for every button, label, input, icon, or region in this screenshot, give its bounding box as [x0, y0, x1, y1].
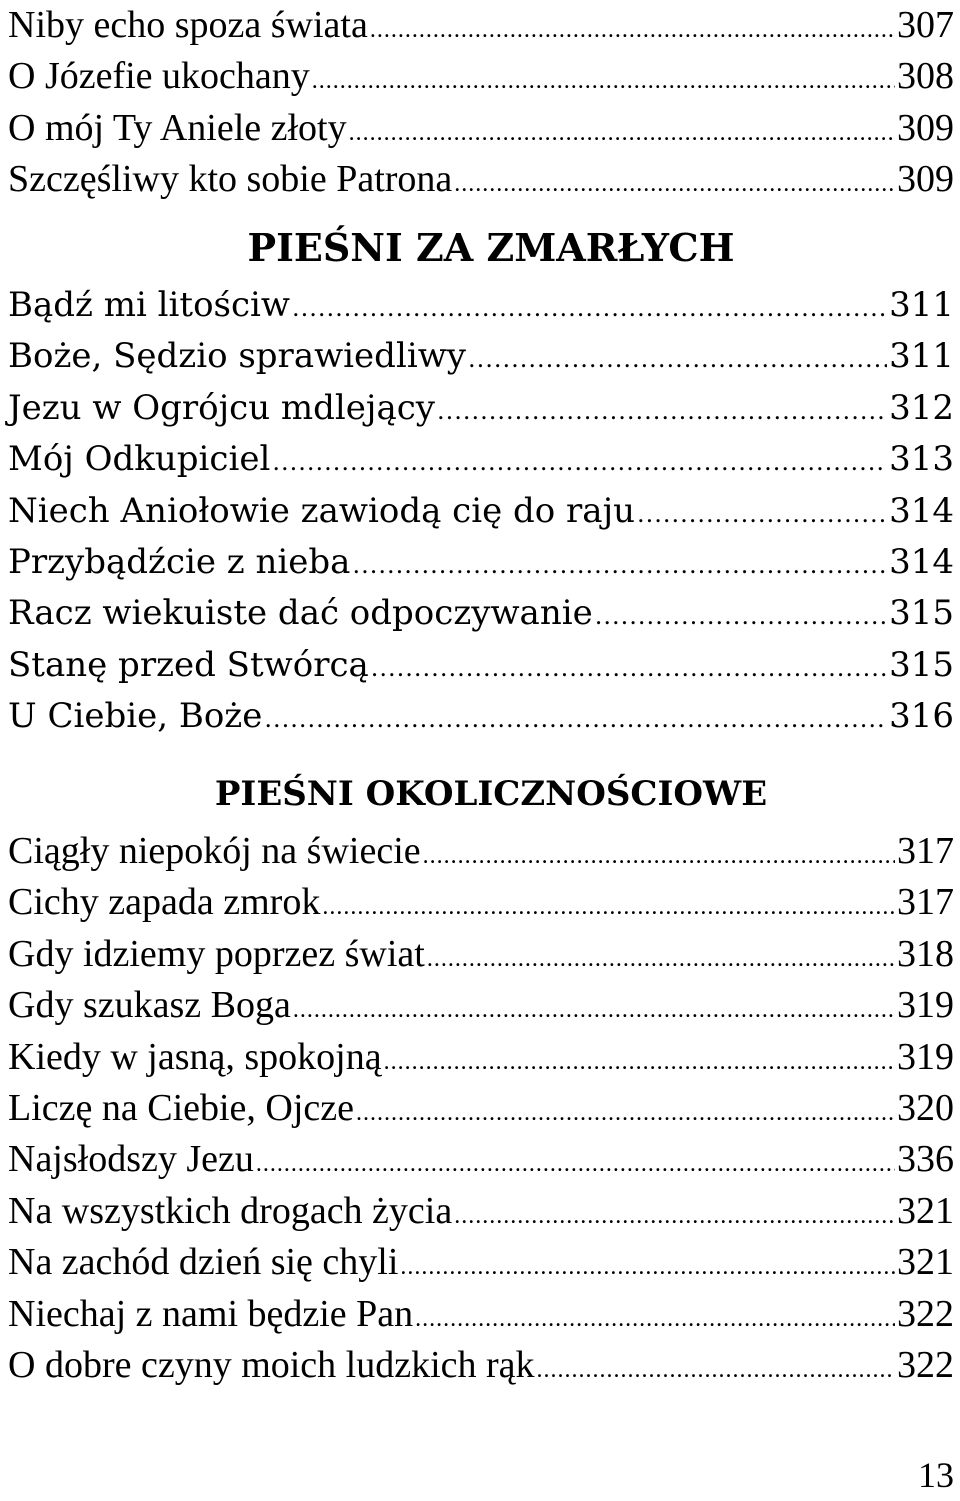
entry-page-number: 314 [889, 490, 954, 531]
dot-leader [537, 1345, 895, 1396]
dot-leader [415, 1294, 895, 1345]
dot-leader [427, 934, 895, 985]
entry-page-number: 321 [897, 1189, 954, 1232]
entry-title: Na zachód dzień się chyli [8, 1241, 399, 1284]
dot-leader [400, 1242, 895, 1293]
entry-page-number: 307 [897, 4, 954, 46]
entry-title: Jezu w Ogrójcu mdlejący [8, 387, 435, 428]
toc-entry[interactable] [8, 154, 954, 205]
toc-section-occasional-songs [8, 762, 954, 1391]
entry-page-number: 322 [897, 1292, 954, 1335]
entry-title: Gdy idziemy poprzez świat [8, 932, 425, 975]
entry-title: Na wszystkich drogach życia [8, 1189, 453, 1232]
entry-title: Racz wiekuiste dać odpoczywanie [8, 593, 593, 634]
toc-entry[interactable] [8, 929, 954, 980]
dot-leader [256, 1139, 895, 1190]
dot-leader [292, 283, 887, 334]
toc-entry[interactable] [8, 383, 954, 434]
entry-title: Najsłodszy Jezu [8, 1138, 254, 1181]
entry-page-number: 318 [897, 932, 954, 975]
entry-page-number: 311 [889, 285, 954, 325]
entry-title: O mój Ty Aniele złoty [8, 106, 347, 149]
entry-page-number: 315 [889, 644, 954, 685]
entry-page-number: 312 [889, 387, 954, 428]
toc-entry[interactable] [8, 1186, 954, 1237]
entry-title: Niechaj z nami będzie Pan [8, 1292, 414, 1335]
entry-page-number: 316 [889, 696, 954, 737]
entry-page-number: 317 [897, 881, 954, 924]
dot-leader [349, 108, 895, 159]
dot-leader [468, 334, 887, 385]
toc-entry[interactable] [8, 51, 954, 102]
section-heading: PIEŚNI OKOLICZNOŚCIOWE [214, 774, 768, 814]
dot-leader [454, 159, 895, 210]
toc-entry[interactable] [8, 1083, 954, 1134]
toc-section-funeral-songs [8, 216, 954, 743]
entry-title: Boże, Sędzio sprawiedliwy [8, 336, 467, 377]
entry-page-number: 322 [897, 1343, 954, 1386]
entry-title: Ciągły niepokój na świecie [8, 830, 421, 872]
entry-page-number: 314 [889, 541, 954, 582]
entry-title: Liczę na Ciebie, Ojcze [8, 1086, 355, 1129]
dot-leader [595, 591, 887, 642]
dot-leader [454, 1191, 895, 1242]
section-heading: PIEŚNI ZA ZMARŁYCH [247, 225, 735, 270]
toc-entry[interactable] [8, 588, 954, 639]
entry-title: Kiedy w jasną, spokojną [8, 1035, 382, 1078]
toc-entry[interactable] [8, 691, 954, 742]
toc-entry[interactable] [8, 877, 954, 928]
entry-title: Stanę przed Stwórcą [8, 644, 369, 685]
dot-leader [352, 540, 887, 591]
toc-entry[interactable] [8, 1237, 954, 1288]
entry-title: Gdy szukasz Boga [8, 984, 291, 1027]
entry-title: Niech Aniołowie zawiodą cię do raju [8, 490, 636, 531]
entry-page-number: 336 [897, 1138, 954, 1181]
dot-leader [371, 643, 887, 694]
entry-page-number: 315 [889, 593, 954, 634]
entry-title: Bądź mi litościw [8, 285, 291, 325]
entry-page-number: 319 [897, 1035, 954, 1078]
entry-page-number: 309 [897, 158, 954, 201]
entry-title: O Józefie ukochany [8, 55, 310, 98]
toc-entry[interactable] [8, 280, 954, 331]
entry-page-number: 319 [897, 984, 954, 1027]
toc-entry[interactable] [8, 0, 954, 51]
toc-entry[interactable] [8, 434, 954, 485]
entry-page-number: 311 [889, 336, 954, 377]
entry-page-number: 313 [889, 439, 954, 480]
toc-entry[interactable] [8, 103, 954, 154]
dot-leader [264, 694, 887, 745]
toc-entry[interactable] [8, 980, 954, 1031]
dot-leader [356, 1088, 895, 1139]
dot-leader [272, 437, 887, 488]
entry-title: Mój Odkupiciel [8, 439, 271, 480]
entry-title: U Ciebie, Boże [8, 696, 263, 737]
dot-leader [293, 985, 895, 1036]
dot-leader [637, 489, 887, 540]
toc-entry[interactable] [8, 1134, 954, 1185]
entry-page-number: 308 [897, 55, 954, 98]
toc-section-continued [8, 0, 954, 206]
dot-leader [322, 882, 895, 933]
entry-page-number: 320 [897, 1086, 954, 1129]
entry-page-number: 321 [897, 1241, 954, 1284]
entry-page-number: 309 [897, 106, 954, 149]
page-number-footer: 13 [918, 1455, 954, 1495]
toc-entry[interactable] [8, 826, 954, 877]
toc-entry[interactable] [8, 486, 954, 537]
toc-entry[interactable] [8, 640, 954, 691]
entry-title: Cichy zapada zmrok [8, 881, 321, 924]
dot-leader [423, 831, 895, 882]
entry-title: Szczęśliwy kto sobie Patrona [8, 158, 453, 201]
toc-entry[interactable] [8, 1289, 954, 1340]
toc-entry[interactable] [8, 1032, 954, 1083]
entry-title: O dobre czyny moich ludzkich rąk [8, 1343, 535, 1386]
toc-entry[interactable] [8, 537, 954, 588]
toc-entry[interactable] [8, 331, 954, 382]
dot-leader [437, 386, 887, 437]
dot-leader [370, 5, 895, 56]
entry-page-number: 317 [897, 830, 954, 872]
dot-leader [312, 56, 895, 107]
toc-entry[interactable] [8, 1340, 954, 1391]
entry-title: Przybądźcie z nieba [8, 541, 351, 582]
entry-title: Niby echo spoza świata [8, 4, 368, 46]
dot-leader [384, 1037, 895, 1088]
